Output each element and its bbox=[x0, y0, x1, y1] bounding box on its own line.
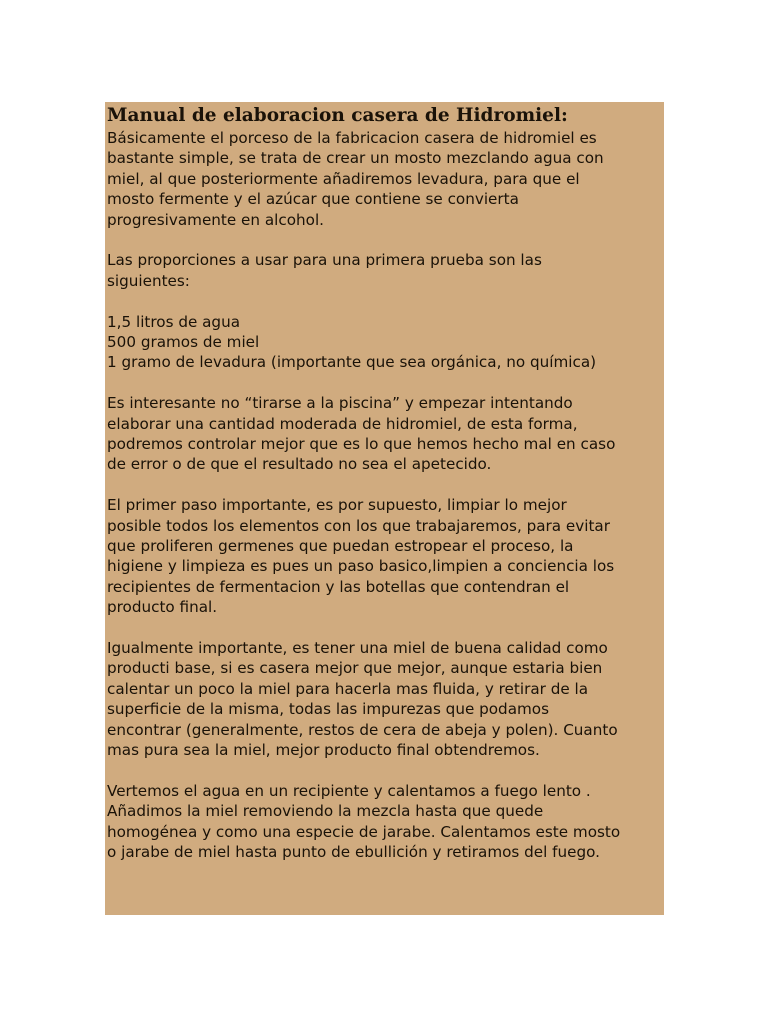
text-line: siguientes: bbox=[107, 271, 190, 290]
blank-line bbox=[107, 291, 664, 311]
text-line: homogénea y como una especie de jarabe. Calentamos este mosto bbox=[107, 822, 621, 841]
text-line: podremos controlar mejor que es lo que hemos hecho mal en caso bbox=[107, 435, 616, 454]
text-line: mosto fermente y el azúcar que contiene se convierta bbox=[107, 190, 519, 209]
document-title: Manual de elaboracion casera de Hidromiel: bbox=[107, 105, 568, 126]
blank-line bbox=[107, 373, 664, 393]
text-line: de error o de que el resultado no sea el apetecido. bbox=[107, 455, 492, 474]
text-line: Igualmente importante, es tener una miel de buena calidad como bbox=[107, 639, 608, 658]
text-line: progresivamente en alcohol. bbox=[107, 210, 324, 229]
blank-line bbox=[107, 475, 664, 495]
text-line: mas pura sea la miel, mejor producto final obtendremos. bbox=[107, 741, 540, 760]
text-line: miel, al que posteriormente añadiremos levadura, para que el bbox=[107, 169, 580, 188]
text-line: posible todos los elementos con los que trabajaremos, para evitar bbox=[107, 516, 610, 535]
text-line: elaborar una cantidad moderada de hidromiel, de esta forma, bbox=[107, 414, 578, 433]
text-line: Básicamente el porceso de la fabricacion casera de hidromiel es bbox=[107, 129, 597, 147]
text-line: que proliferen germenes que puedan estropear el proceso, la bbox=[107, 537, 574, 556]
text-line: producto final. bbox=[107, 598, 218, 617]
text-line: recipientes de fermentacion y las botellas que contendran el bbox=[107, 577, 570, 596]
text-line: Las proporciones a usar para una primera prueba son las bbox=[107, 251, 542, 270]
text-line: Es interesante no “tirarse a la piscina” y empezar intentando bbox=[107, 394, 573, 413]
text-line: higiene y limpieza es pues un paso basico,limpien a conciencia los bbox=[107, 557, 615, 576]
ingredient-line: 500 gramos de miel bbox=[107, 333, 260, 352]
text-line: Añadimos la miel removiendo la mezcla hasta que quede bbox=[107, 802, 544, 821]
text-line: encontrar (generalmente, restos de cera de abeja y polen). Cuanto bbox=[107, 720, 618, 739]
blank-line bbox=[107, 230, 664, 250]
text-line: bastante simple, se trata de crear un mosto mezclando agua con bbox=[107, 149, 604, 168]
blank-line bbox=[107, 618, 664, 638]
text-line: Vertemos el agua en un recipiente y calentamos a fuego lento . bbox=[107, 781, 591, 800]
text-line: producti base, si es casera mejor que mejor, aunque estaria bien bbox=[107, 659, 603, 678]
text-line: o jarabe de miel hasta punto de ebullición y retiramos del fuego. bbox=[107, 843, 600, 862]
ingredient-line: 1,5 litros de agua bbox=[107, 312, 241, 331]
ingredient-line: 1 gramo de levadura (importante que sea orgánica, no química) bbox=[107, 353, 597, 372]
text-line: superficie de la misma, todas las impurezas que podamos bbox=[107, 700, 549, 719]
blank-line bbox=[107, 761, 664, 781]
text-line: El primer paso importante, es por supuesto, limpiar lo mejor bbox=[107, 496, 567, 515]
document-page bbox=[105, 102, 664, 915]
document-body bbox=[107, 128, 664, 863]
text-line: calentar un poco la miel para hacerla mas fluida, y retirar de la bbox=[107, 679, 589, 698]
